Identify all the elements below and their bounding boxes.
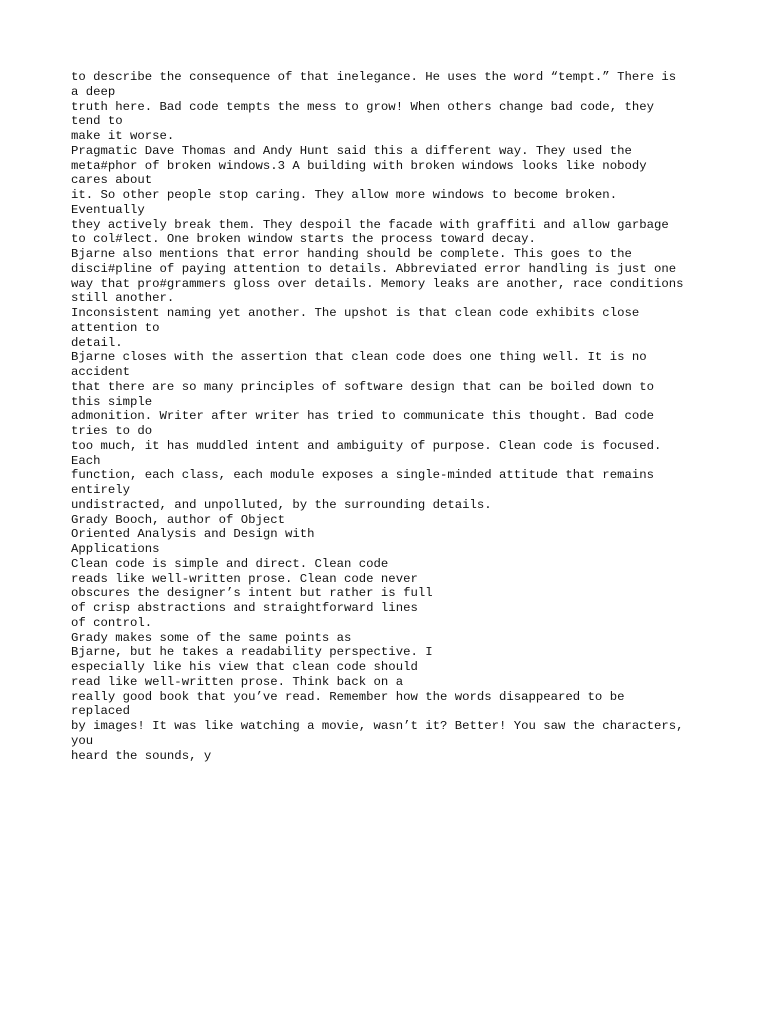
text-line: make it worse. <box>71 129 175 143</box>
text-line: especially like his view that clean code should <box>71 660 418 674</box>
text-line: entirely <box>71 483 131 497</box>
text-line: function, each class, each module exposes a single-minded attitude that remains <box>71 468 654 483</box>
text-line: reads like well-written prose. Clean code never <box>71 571 418 586</box>
text-line: accident <box>71 365 131 379</box>
text-line: Bjarne, but he takes a readability perspective. I <box>71 645 433 660</box>
text-line: cares about <box>71 173 153 188</box>
text-line: really good book that you’ve read. Remember how the words disappeared to be <box>71 689 625 704</box>
text-line: a deep <box>71 84 116 99</box>
document-page <box>71 70 751 763</box>
text-line: this simple <box>71 394 153 409</box>
text-line: Pragmatic Dave Thomas and Andy Hunt said this a different way. They used the <box>71 143 632 158</box>
text-line: Eventually <box>71 202 145 217</box>
text-line: truth here. Bad code tempts the mess to grow! When others change bad code, they <box>71 99 654 114</box>
text-line: to describe the consequence of that inelegance. He uses the word “tempt.” There is <box>71 70 677 84</box>
text-line: Bjarne closes with the assertion that clean code does one thing well. It is no <box>71 350 647 365</box>
text-line: replaced <box>71 704 131 719</box>
text-line: still another. <box>71 291 175 306</box>
text-line: of control. <box>71 615 153 630</box>
text-line: it. So other people stop caring. They allow more windows to become broken. <box>71 188 618 202</box>
text-line: read like well-written prose. Think back on a <box>71 674 404 689</box>
text-line: heard the sounds, y <box>71 748 212 763</box>
text-line: tries to do <box>71 424 153 438</box>
text-line: Grady Booch, author of Object <box>71 512 286 527</box>
text-line: way that pro#grammers gloss over details. Memory leaks are another, race conditions <box>71 276 684 291</box>
text-line: Clean code is simple and direct. Clean code <box>71 556 389 571</box>
text-line: meta#phor of broken windows.3 A building with broken windows looks like nobody <box>71 158 647 173</box>
text-line: attention to <box>71 320 160 335</box>
text-line: undistracted, and unpolluted, by the surrounding details. <box>71 497 492 512</box>
text-line: detail. <box>71 335 123 350</box>
text-line: tend to <box>71 114 123 129</box>
text-line: disci#pline of paying attention to details. Abbreviated error handling is just one <box>71 261 677 276</box>
text-line: Applications <box>71 542 160 556</box>
text-line: too much, it has muddled intent and ambiguity of purpose. Clean code is focused. <box>71 438 662 453</box>
text-line: Inconsistent naming yet another. The upshot is that clean code exhibits close <box>71 306 640 320</box>
text-line: by images! It was like watching a movie, wasn’t it? Better! You saw the characters, <box>71 719 684 733</box>
text-line: to col#lect. One broken window starts the process toward decay. <box>71 232 536 247</box>
text-line: they actively break them. They despoil the facade with graffiti and allow garbage <box>71 217 669 232</box>
text-line: you <box>71 733 94 748</box>
text-line: Each <box>71 453 101 468</box>
text-line: obscures the designer’s intent but rather is full <box>71 586 433 601</box>
text-line: that there are so many principles of software design that can be boiled down to <box>71 379 654 394</box>
text-line: admonition. Writer after writer has tried to communicate this thought. Bad code <box>71 409 654 424</box>
text-line: Grady makes some of the same points as <box>71 630 352 645</box>
text-line: of crisp abstractions and straightforward lines <box>71 601 418 615</box>
text-line: Oriented Analysis and Design with <box>71 527 315 542</box>
text-line: Bjarne also mentions that error handing should be complete. This goes to the <box>71 247 632 261</box>
